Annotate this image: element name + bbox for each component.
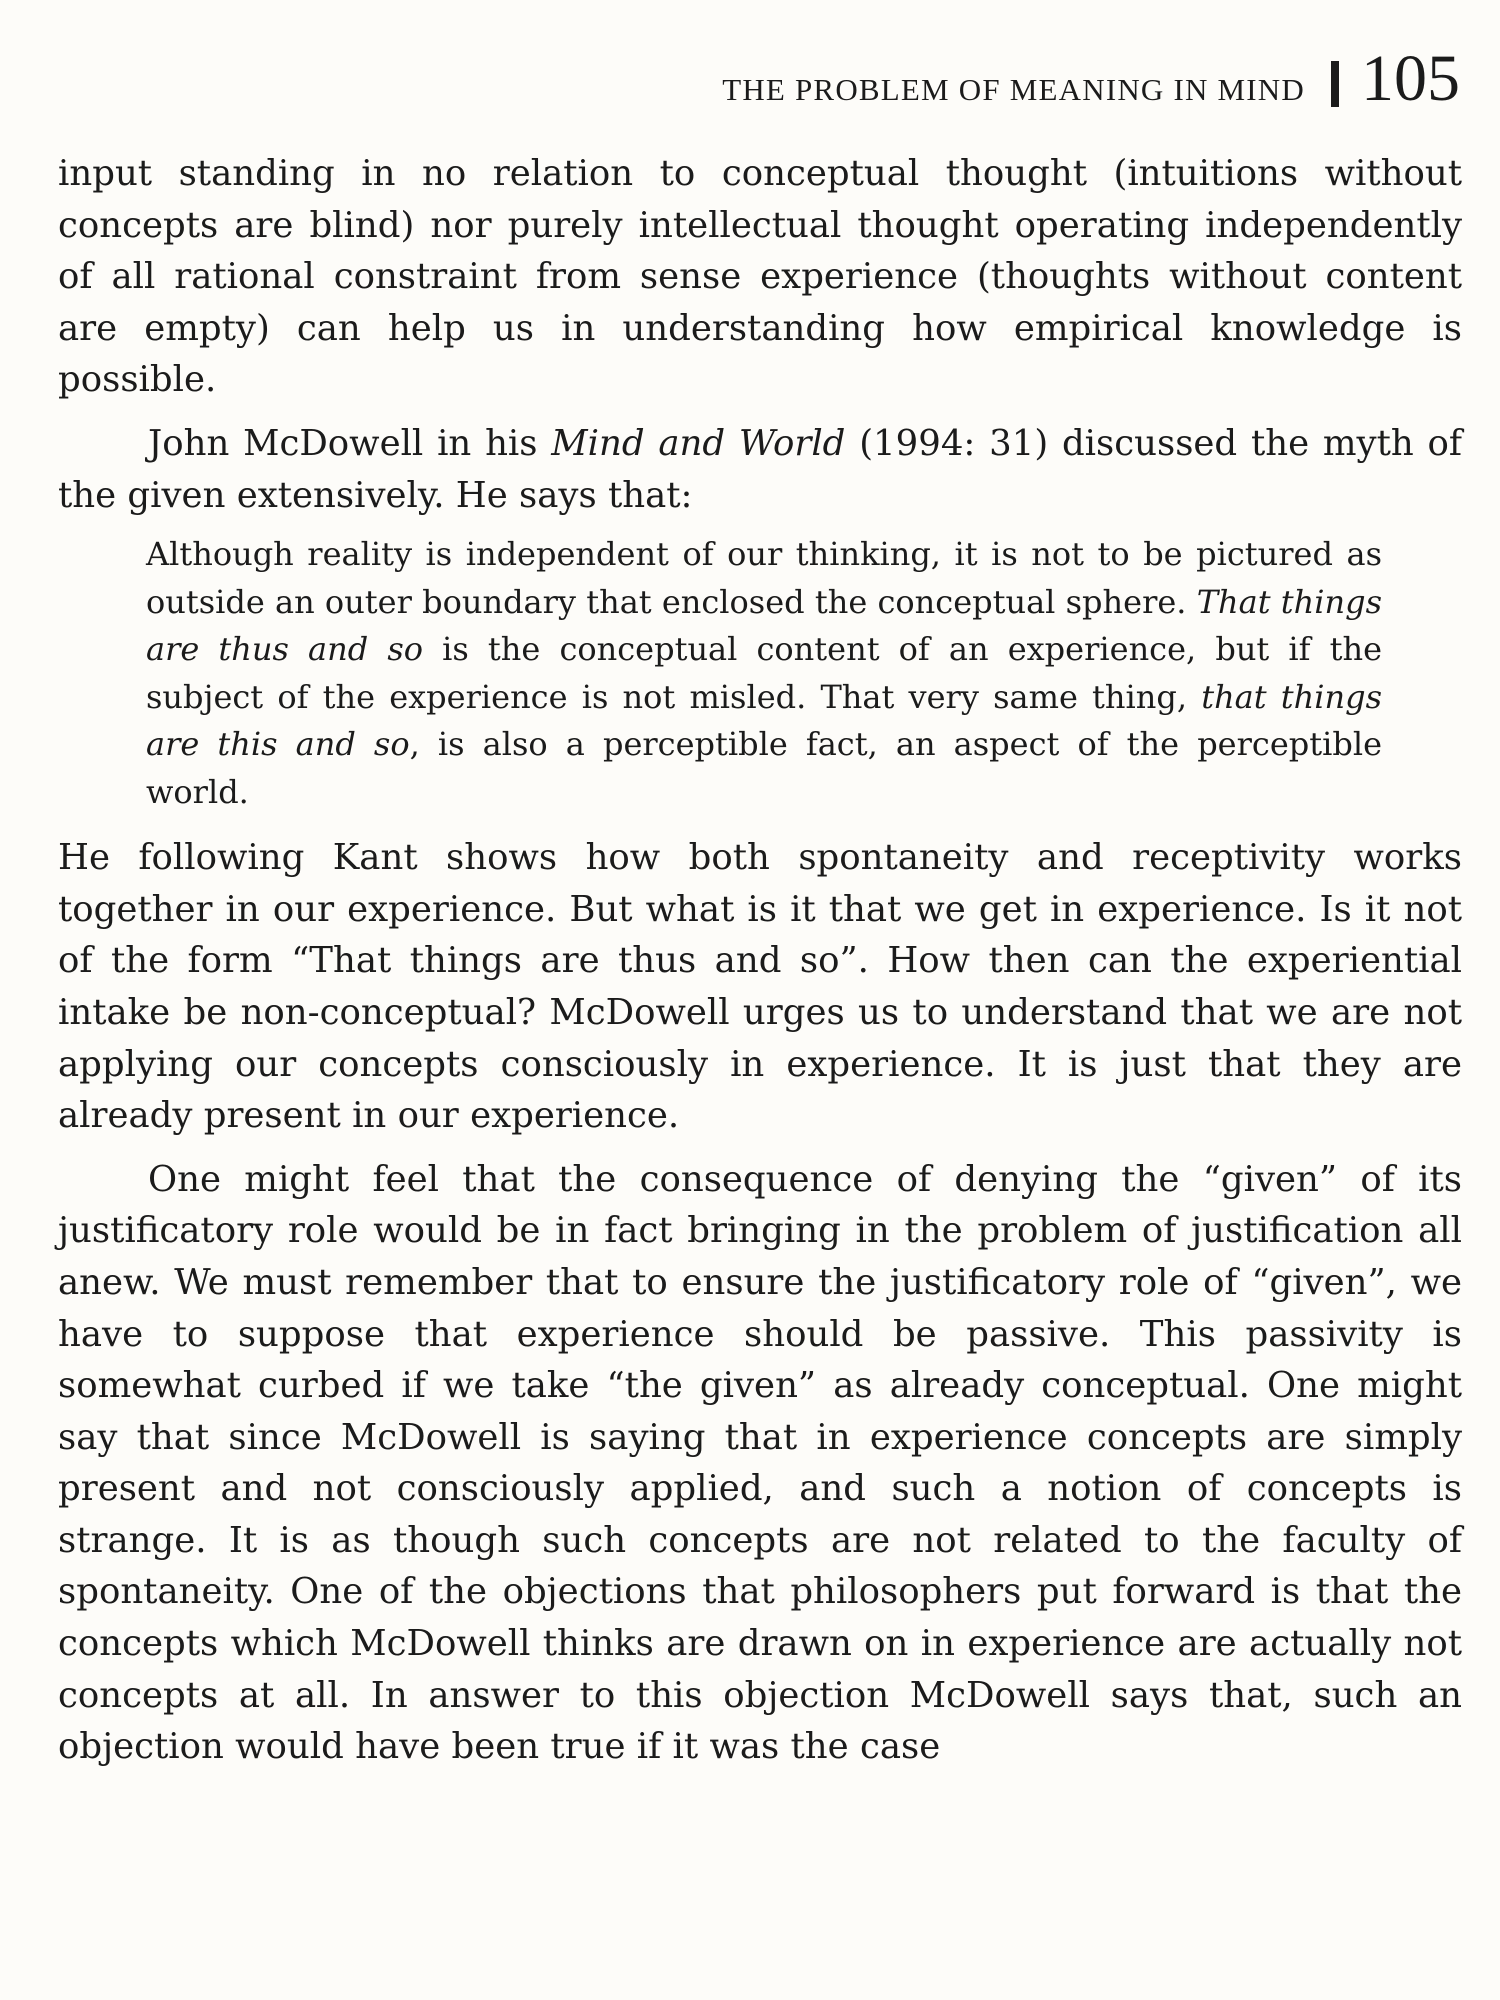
quote-italic-1: That things are thus and so [146,582,1383,669]
paragraph-3: He following Kant shows how both spontaneity and receptivity works together in our experience. But what is it that we get in experience. Is it not of the form “That things are thus and so”. How then can the experiential intake be non-conceptual? McDowell urges us to understand that we are not applying our concepts consciously in experience. It is just that they are already present in our experience. [58,837,1462,1137]
page-number: 105 [1361,42,1460,115]
paragraph-1: input standing in no relation to conceptual thought (intuitions without concepts are blind) nor purely intellectual thought operating independently of all rational constraint from sense experience (thoughts without content are empty) can help us in understanding how empirical knowledge is possible. [58,153,1462,401]
quote-part-2: is the conceptual content of an experience, but if the subject of the experience is not misled. That very same thing, [146,630,1383,716]
paragraph-2-text-before: John McDowell in his [148,422,552,464]
paragraph-2-text-after: (1994: 31) discussed the myth of the given extensively. He says that: [58,422,1463,516]
quote-italic-2: that things are this and so [146,677,1383,764]
page-body [58,148,1462,1773]
quote-part-3: , is also a perceptible fact, an aspect of the perceptible world. [146,725,1383,811]
running-head [722,42,1460,115]
paragraph-4: One might feel that the consequence of denying the “given” of its justificatory role would be in fact bringing in the problem of justification all anew. We must remember that to ensure the justificatory role of “given”, we have to suppose that experience should be passive. This passivity is somewhat curbed if we take “the given” as already conceptual. One might say that since McDowell is saying that in experience concepts are simply present and not consciously applied, and such a notion of concepts is strange. It is as though such concepts are not related to the faculty of spontaneity. One of the objections that philosophers put forward is that the concepts which McDowell thinks are drawn on in experience are actually not concepts at all. In answer to this objection McDowell says that, such an objection would have been true if it was the case [58,1158,1462,1768]
paragraph-2 [58,418,1462,521]
quote-part-1: Although reality is independent of our thinking, it is not to be pictured as outside an outer boundary that enclosed the conceptual sphere. [146,535,1382,621]
block-quote [146,531,1382,816]
running-title: THE PROBLEM OF MEANING IN MIND [722,72,1305,107]
header-divider [1331,61,1339,107]
book-title-italic: Mind and World [551,422,846,464]
